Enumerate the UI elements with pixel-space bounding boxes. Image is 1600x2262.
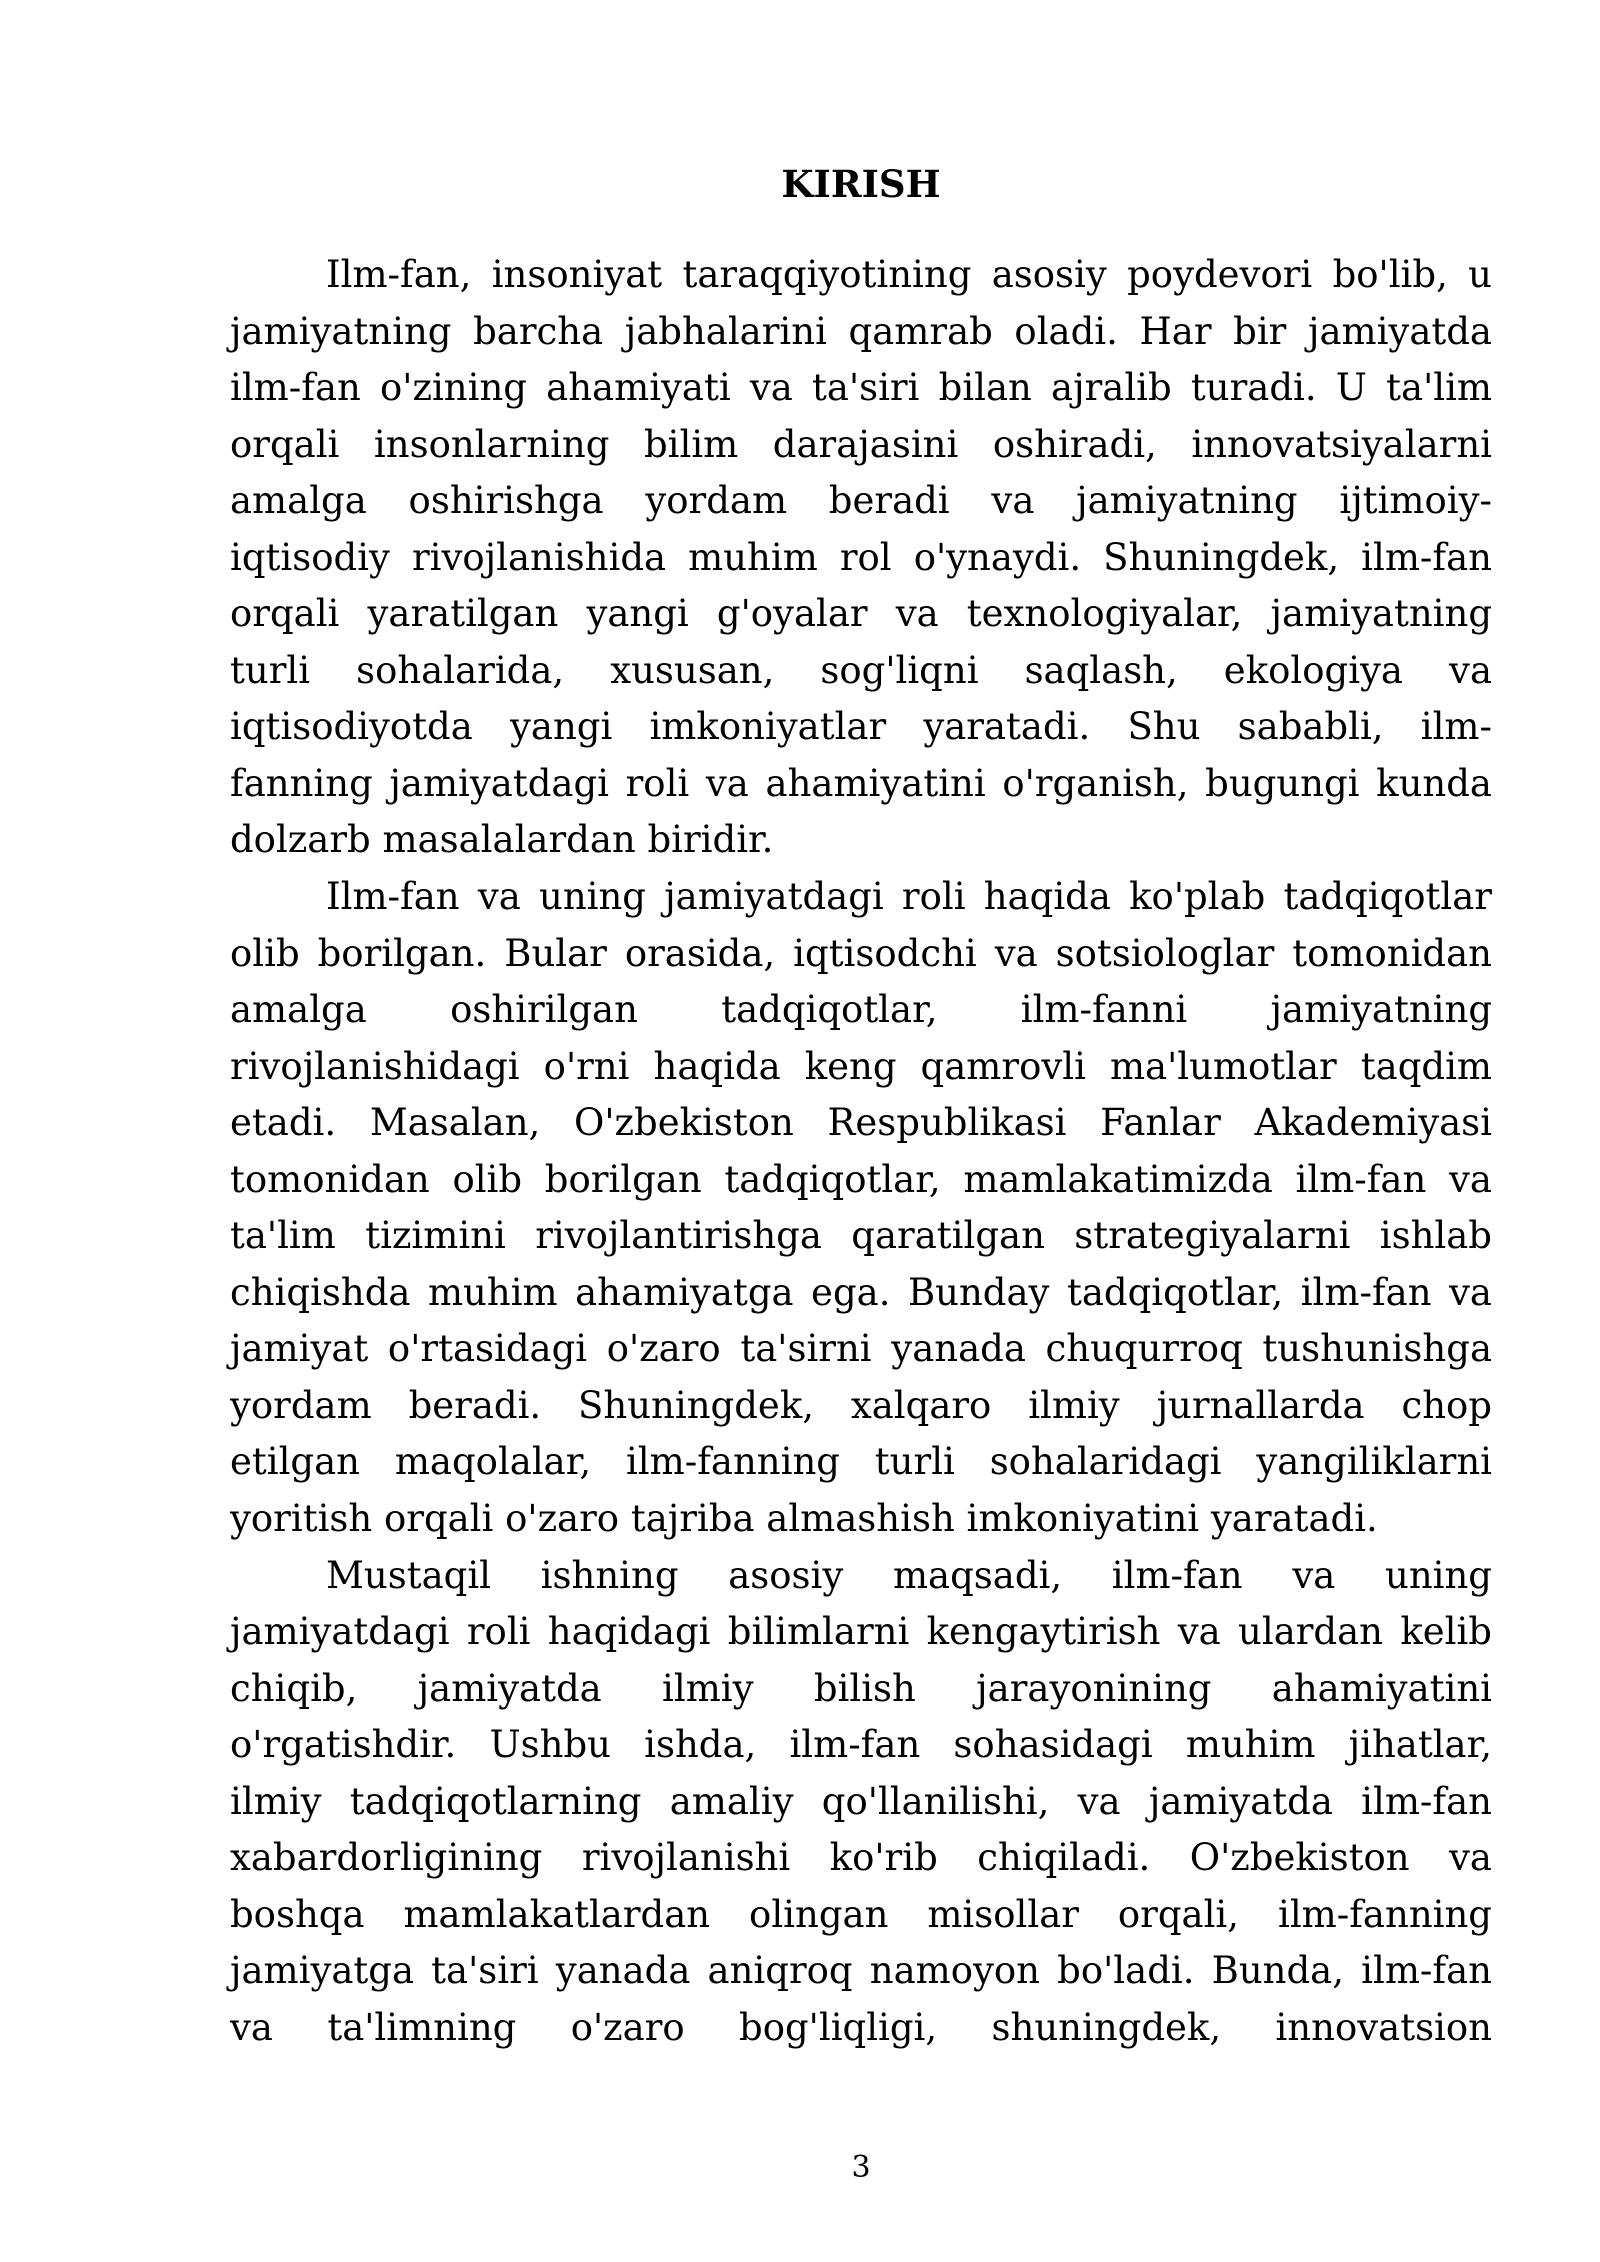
paragraph-2 — [230, 869, 1492, 1548]
paragraph-line: jamiyatga ta'siri yanada aniqroq namoyon bo'ladi. Bunda, ilm-fan — [230, 1949, 1492, 1993]
paragraph-line: Ilm-fan va uning jamiyatdagi roli haqida ko'plab tadqiqotlar — [326, 875, 1492, 919]
paragraph-line: jamiyatdagi roli haqidagi bilimlarni kengaytirish va ulardan kelib — [230, 1610, 1492, 1654]
paragraph-line: rivojlanishidagi o'rni haqida keng qamrovli ma'lumotlar taqdim — [230, 1044, 1492, 1088]
paragraph-line: chiqishda muhim ahamiyatga ega. Bunday tadqiqotlar, ilm-fan va — [230, 1270, 1492, 1314]
paragraph-line: jamiyat o'rtasidagi o'zaro ta'sirni yanada chuqurroq tushunishga — [230, 1327, 1492, 1371]
paragraph-line: ilm-fan o'zining ahamiyati va ta'siri bilan ajralib turadi. U ta'lim — [230, 366, 1492, 410]
paragraph-line: orqali yaratilgan yangi g'oyalar va texnologiyalar, jamiyatning — [230, 592, 1492, 636]
paragraph-line: xabardorligining rivojlanishi ko'rib chiqiladi. O'zbekiston va — [230, 1836, 1492, 1880]
paragraph-line: olib borilgan. Bular orasida, iqtisodchi va sotsiologlar tomonidan — [230, 931, 1492, 975]
paragraph-3 — [230, 1548, 1492, 2057]
paragraph-line: boshqa mamlakatlardan olingan misollar orqali, ilm-fanning — [230, 1892, 1492, 1936]
paragraph-line: chiqib, jamiyatda ilmiy bilish jarayonining ahamiyatini — [230, 1666, 1492, 1710]
paragraph-line: va ta'limning o'zaro bog'liqligi, shuningdek, innovatsion — [230, 2005, 1492, 2049]
paragraph-line: tomonidan olib borilgan tadqiqotlar, mamlakatimizda ilm-fan va — [230, 1157, 1492, 1201]
paragraph-line: etadi. Masalan, O'zbekiston Respublikasi Fanlar Akademiyasi — [230, 1101, 1492, 1145]
paragraph-line: Ilm-fan, insoniyat taraqqiyotining asosiy poydevori bo'lib, u — [326, 253, 1492, 296]
body-text — [230, 247, 1492, 2057]
paragraph-line: yoritish orqali o'zaro tajriba almashish imkoniyatini yaratadi. — [230, 1497, 1378, 1541]
paragraph-line: iqtisodiyotda yangi imkoniyatlar yaratadi. Shu sababli, ilm- — [230, 705, 1492, 749]
paragraph-line: etilgan maqolalar, ilm-fanning turli sohalaridagi yangiliklarni — [230, 1440, 1492, 1484]
paragraph-line: fanning jamiyatdagi roli va ahamiyatini o'rganish, bugungi kunda — [230, 761, 1492, 805]
paragraph-line: ta'lim tizimini rivojlantirishga qaratilgan strategiyalarni ishlab — [230, 1214, 1492, 1258]
paragraph-line: amalga oshirishga yordam beradi va jamiyatning ijtimoiy- — [230, 479, 1492, 523]
paragraph-1 — [230, 247, 1492, 869]
paragraph-line: o'rgatishdir. Ushbu ishda, ilm-fan sohasidagi muhim jihatlar, — [230, 1723, 1492, 1767]
paragraph-line: turli sohalarida, xususan, sog'liqni saqlash, ekologiya va — [230, 648, 1492, 692]
paragraph-line: dolzarb masalalardan biridir. — [230, 818, 774, 862]
paragraph-line: ilmiy tadqiqotlarning amaliy qo'llanilishi, va jamiyatda ilm-fan — [230, 1779, 1492, 1823]
paragraph-line: yordam beradi. Shuningdek, xalqaro ilmiy jurnallarda chop — [230, 1383, 1492, 1427]
paragraph-line: orqali insonlarning bilim darajasini oshiradi, innovatsiyalarni — [230, 422, 1492, 466]
paragraph-line: amalga oshirilgan tadqiqotlar, ilm-fanni jamiyatning — [230, 988, 1492, 1032]
paragraph-line: Mustaqil ishning asosiy maqsadi, ilm-fan va uning — [326, 1553, 1492, 1597]
page-number: 3 — [851, 2150, 871, 2185]
paragraph-line: jamiyatning barcha jabhalarini qamrab oladi. Har bir jamiyatda — [230, 309, 1492, 353]
page-title: KIRISH — [781, 162, 941, 206]
paragraph-line: iqtisodiy rivojlanishida muhim rol o'ynaydi. Shuningdek, ilm-fan — [230, 535, 1492, 579]
